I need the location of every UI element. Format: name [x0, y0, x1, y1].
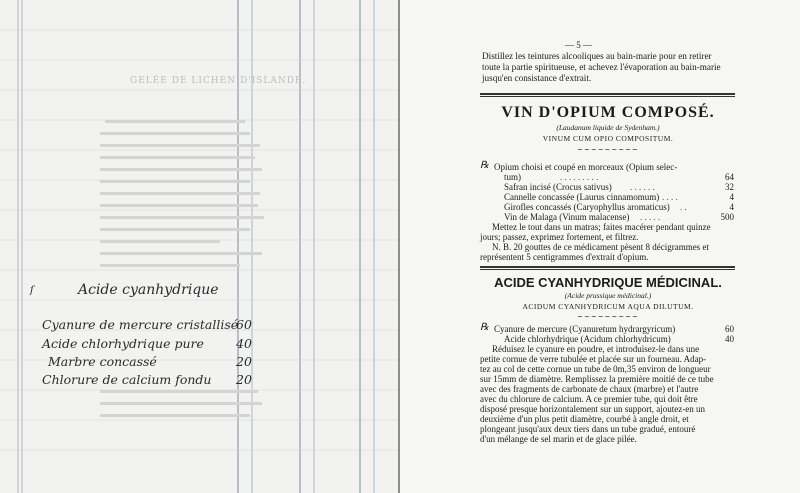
s2-text-8: deuxième d'un plus petit diamètre, courbé à angle droit, et [480, 414, 689, 424]
s2-ing-1: Cyanure de mercure (Cyanuretum hydrargyricum) [494, 324, 676, 334]
s1-text-2: jours; passez, exprimez fortement, et filtrez. [480, 232, 639, 242]
section2-subtitle: (Acide prussique médicinal.) [564, 291, 652, 300]
s1-dots-1: . . . . . . . . . [560, 172, 599, 182]
section-rule-2b [480, 269, 735, 270]
handwritten-qty-4: 20 [236, 372, 252, 387]
s1-dots-3: . . . . [662, 192, 678, 202]
handwritten-mark: ſ [30, 285, 34, 296]
handwritten-item-2: Acide chlorhydrique pure [42, 336, 204, 351]
s2-text-1: Réduisez le cyanure en poudre, et introduisez-le dans une [492, 344, 700, 354]
handwritten-item-1: Cyanure de mercure cristallisé [42, 317, 239, 332]
s1-ing-1b: tum) [504, 172, 521, 182]
s2-text-6: avec du chlorure de calcium. A ce premier tube, qui doit être [480, 394, 698, 404]
section-rule-2 [480, 266, 735, 268]
s1-dots-5: . . . . . [640, 212, 661, 222]
page-number: — 5 — [565, 40, 592, 50]
handwritten-title: Acide cyanhydrique [78, 282, 219, 298]
s2-qty-1: 60 [725, 324, 734, 334]
handwritten-qty-1: 60 [236, 317, 252, 332]
s2-text-5: avec des fragments de carbonate de chaux (marbre) et l'autre [480, 384, 699, 394]
s1-ing-5: Vin de Malaga (Vinum malacense) [504, 212, 630, 222]
rx-symbol-1: ℞ [480, 160, 489, 171]
s2-text-9: plongeant jusqu'aux deux tiers dans un tube gradué, entouré [480, 424, 696, 434]
section1-latin: VINUM CUM OPIO COMPOSITUM. [542, 134, 674, 143]
s1-dots-4: . . [680, 202, 687, 212]
s2-text-3: tez au col de cette cornue un tube de 0m,35 environ de longueur [480, 364, 711, 374]
ledger-rules [0, 0, 398, 493]
s1-ing-4: Girofles concassés (Caryophyllus aromaticus) [504, 202, 670, 212]
s1-text-1: Mettez le tout dans un matras; faites macérer pendant quinze [492, 222, 711, 232]
section1-title: VIN D'OPIUM COMPOSÉ. [501, 104, 715, 121]
s2-text-4: sur 15mm de diamètre. Remplissez la première moitié de ce tube [480, 374, 714, 384]
s2-text-7: disposé presque horizontalement sur un support, ajoutez-en un [480, 404, 705, 414]
s1-text-4: représentent 5 centigrammes d'extrait d'opium. [480, 252, 649, 262]
s1-qty-4: 4 [729, 202, 734, 212]
handwritten-item-4: Chlorure de calcium fondu [42, 372, 212, 387]
s1-ing-3: Cannelle concassée (Laurus cinnamomum) [504, 192, 660, 202]
s1-qty-5: 500 [720, 212, 734, 222]
handwritten-qty-3: 20 [236, 354, 252, 369]
bleed-through-title: GELÉE DE LICHEN D'ISLANDE. [130, 76, 307, 86]
s2-text-2: petite cornue de verre tubulée et placée sur un fourneau. Adap- [480, 354, 707, 364]
s2-text-10: d'un mélange de sel marin et de glace pilée. [480, 434, 637, 444]
ornament-2: ~~~~~~~~~ [577, 313, 639, 321]
handwritten-qty-2: 40 [236, 336, 252, 351]
s1-qty-1: 64 [725, 172, 734, 182]
s2-ing-2: Acide chlorhydrique (Acidum chlorhydricum) [504, 334, 671, 344]
ornament-1: ~~~~~~~~~ [577, 146, 639, 154]
right-page [400, 0, 800, 493]
intro-line-3: jusqu'en consistance d'extrait. [482, 73, 592, 83]
intro-line-2: toute la partie spiritueuse, et achevez l'évaporation au bain-marie [482, 62, 721, 72]
section1-subtitle: (Laudanum liquide de Sydenham.) [556, 123, 660, 132]
s1-qty-3: 4 [729, 192, 734, 202]
s1-ing-1a: Opium choisi et coupé en morceaux (Opium selec- [494, 162, 678, 172]
section-rule-1b [480, 96, 735, 97]
intro-line-1: Distillez les teintures alcooliques au bain-marie pour en retirer [482, 51, 712, 61]
s1-qty-2: 32 [725, 182, 734, 192]
s1-text-3: N. B. 20 gouttes de ce médicament pèsent 8 décigrammes et [492, 242, 709, 252]
section-rule-1 [480, 93, 735, 95]
s1-ing-2: Safran incisé (Crocus sativus) [504, 182, 612, 192]
section2-title: ACIDE CYANHYDRIQUE MÉDICINAL. [494, 275, 722, 290]
handwritten-item-3: Marbre concassé [48, 354, 157, 369]
s1-dots-2: . . . . . . [630, 182, 655, 192]
s2-qty-2: 40 [725, 334, 734, 344]
section2-latin: ACIDUM CYANHYDRICUM AQUA DILUTUM. [522, 302, 694, 311]
rx-symbol-2: ℞ [480, 322, 489, 333]
